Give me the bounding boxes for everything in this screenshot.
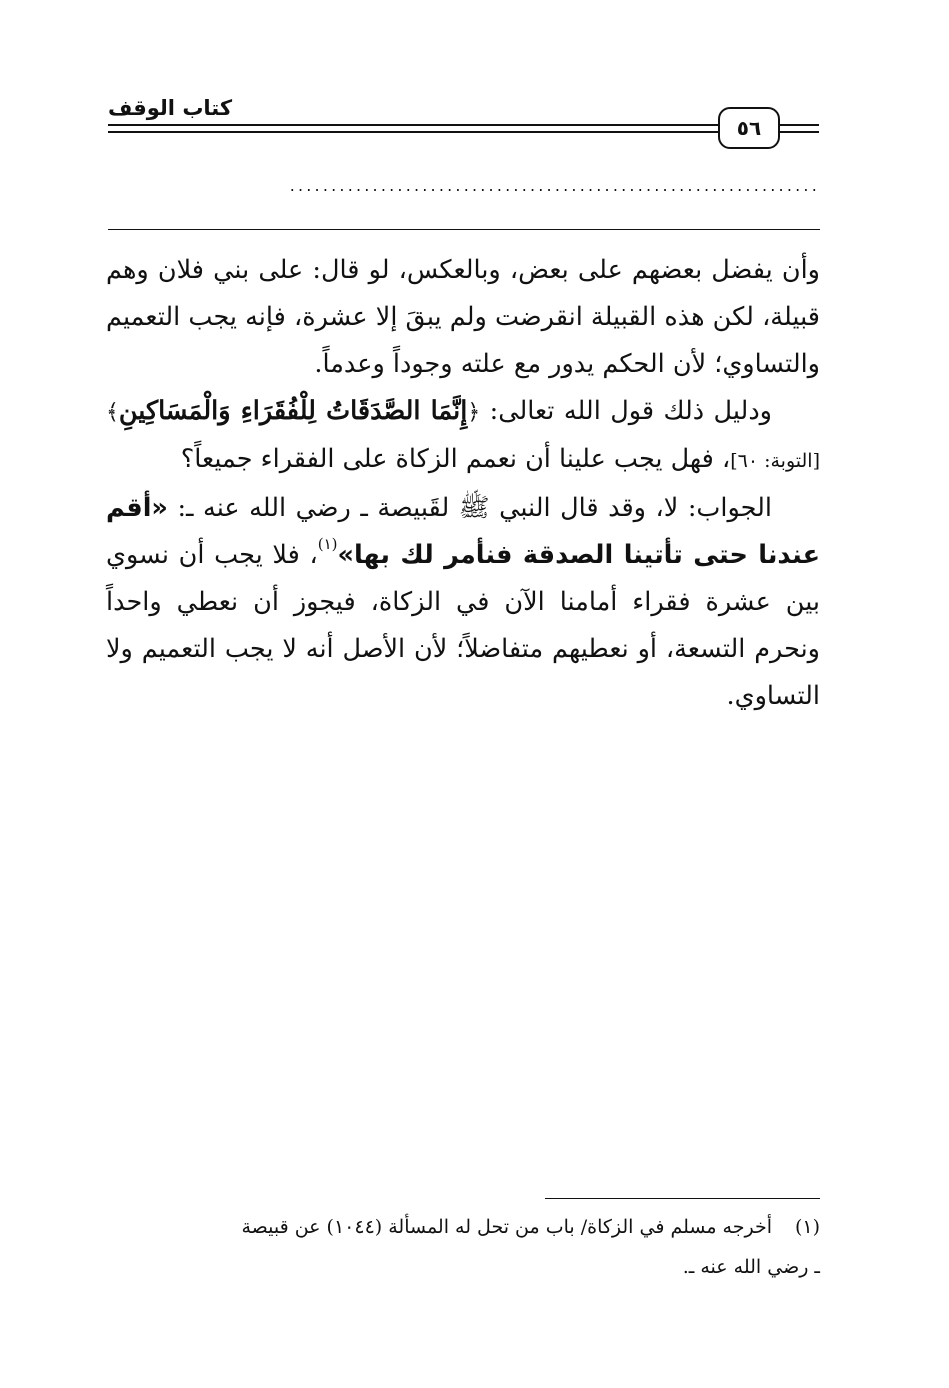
header-rule-bottom	[108, 131, 720, 133]
footnote-line-2: ـ رضي الله عنه ـ.	[682, 1256, 820, 1278]
running-header-title: كتاب الوقف	[108, 96, 233, 120]
paragraph-3-intro: الجواب: لا، وقد قال النبي ﷺ لقَبيصة ـ رضي الله عنه ـ:	[167, 493, 772, 523]
main-text	[106, 247, 820, 720]
header-rule-right-top	[780, 124, 819, 126]
footnote-text: أخرجه مسلم في الزكاة/ باب من تحل له المسألة (١٠٤٤) عن قبيصة	[241, 1216, 772, 1238]
paragraph-3	[106, 485, 820, 720]
footnote-number: (١)	[794, 1216, 820, 1238]
paragraph-1: وأن يفضل بعضهم على بعض، وبالعكس، لو قال: على بني فلان وهم قبيلة، لكن هذه القبيلة انقرضت ولم يبقَ إلا عشرة، فإنه يجب التعميم والتساوي؛ لأن الحكم يدور مع علته وجوداً وعدماً.	[106, 255, 820, 379]
quran-close-bracket: ﴾	[106, 400, 119, 425]
page-number: ٥٦	[718, 107, 780, 149]
paragraph-2-rest: ، فهل يجب علينا أن نعمم الزكاة على الفقراء جميعاً؟	[180, 444, 731, 474]
hadith-quote: «أقم عندنا حتى تأتينا الصدقة فنأمر لك بها»	[106, 493, 820, 570]
quran-verse: إِنَّمَا الصَّدَقَاتُ لِلْفُقَرَاءِ وَالْمَسَاكِينِ	[118, 396, 468, 426]
header-rule-top	[108, 124, 720, 126]
paragraph-3-rest: ، فلا يجب أن نسوي بين عشرة فقراء أمامنا الآن في الزكاة، فيجوز أن نعطي واحداً ونحرم التسعة، أو نعطيهم متفاضلاً؛ لأن الأصل أنه لا يجب التعميم ولا التساوي.	[106, 540, 820, 711]
quran-open-bracket: ﴿	[467, 400, 481, 425]
footnote-rule	[545, 1198, 820, 1199]
header-rule-right-bottom	[780, 131, 819, 133]
section-divider	[108, 229, 820, 230]
quran-reference: [التوبة: ٦٠]	[730, 450, 820, 472]
footnote-reference: (١)	[317, 535, 338, 553]
footnote	[106, 1207, 820, 1287]
paragraph-2-intro: ودليل ذلك قول الله تعالى:	[480, 396, 772, 426]
footnote-line-1	[106, 1207, 820, 1247]
dotted-separator: ................................................................	[289, 176, 820, 195]
paragraph-2	[106, 388, 820, 485]
